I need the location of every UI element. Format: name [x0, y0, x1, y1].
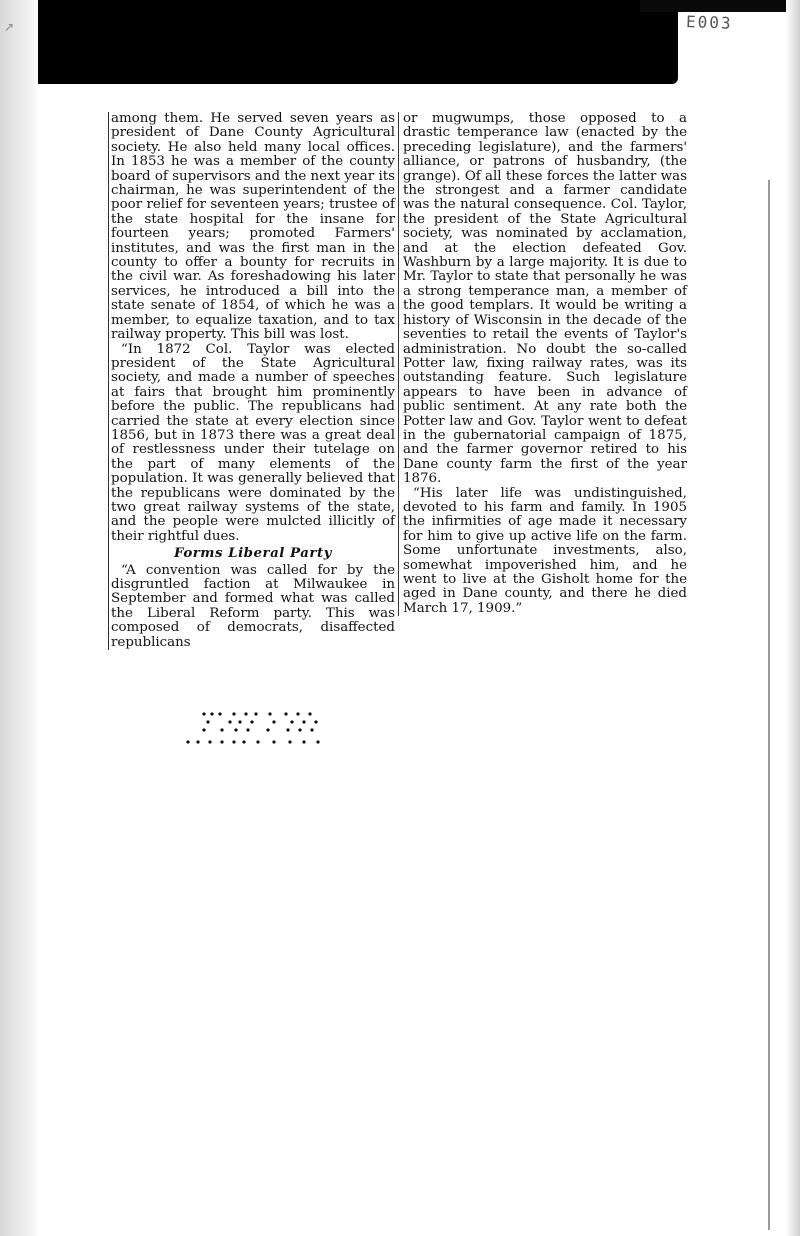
subheading-forms-liberal-party: Forms Liberal Party — [174, 545, 332, 562]
left-paragraph-3: “A convention was called for by the disgruntled faction at Milwaukee in September and formed what was called the Liberal Reform party. This was composed of democrats, disaffected republicans — [111, 562, 395, 650]
right-paragraph-2: “His later life was undistinguished, devoted to his farm and family. In 1905 the infirmities of age made it necessary for him to give up active life on the farm. Some unfortunate investments, also, somewhat impoverished him, and he went to live at the Gisholt home for the aged in Dane county, and there he died March 17, 1909.” — [403, 485, 687, 616]
scan-top-black-strip — [640, 0, 800, 12]
corner-handwritten-note: E003 — [685, 12, 733, 33]
right-paragraph-1: or mugwumps, those opposed to a drastic temperance law (enacted by the preceding legislature), and the farmers' alliance, or patrons of husbandry, (the grange). Of all these forces the latter was the strongest and a farmer candidate was the natural consequence. Col. Taylor, the president of the State Agricultural society, was nominated by acclamation, and at the election defeated Gov. Washburn by a large majority. It is due to Mr. Taylor to state that personally he was a strong temperance man, a member of the good templars. It would be writing a history of Wisconsin in the decade of the seventies to retail the events of Taylor's administration. No doubt the so-called Potter law, fixing railway rates, was its outstanding feature. Such legislature appears to have been in advance of public sentiment. At any rate both the Potter law and Gov. Taylor went to defeat in the gubernatorial campaign of 1875, and the farmer governor retired to his Dane county farm the first of the year 1876. — [403, 111, 687, 487]
scan-right-fold-line — [768, 180, 770, 1230]
scan-left-shadow — [0, 0, 40, 1236]
perforation-dots — [182, 708, 332, 752]
left-paragraph-2: “In 1872 Col. Taylor was elected president of the State Agricultural society, and made a number of speeches at fairs that brought him prominently before the public. The republicans had carried the state at every election since 1856, but in 1873 there was a great deal of restlessness under their tutelage on the part of many elements of the population. It was generally believed that the republicans were dominated by the two great railway systems of the state, and the people were mulcted illicitly of their rightful dues. — [111, 341, 395, 544]
left-paragraph-1: among them. He served seven years as president of Dane County Agricultural society. He also held many local offices. In 1853 he was a member of the county board of supervisors and the next year its chairman, he was superintendent of the poor relief for seventeen years; trustee of the state hospital for the insane for fourteen years; promoted Farmers' institutes, and was the first man in the county to offer a bounty for recruits in the civil war. As foreshadowing his later services, he introduced a bill into the state senate of 1854, of which he was a member, to equalize taxation, and to tax railway property. This bill was lost. — [111, 111, 395, 343]
left-margin-tick: ↗ — [4, 20, 15, 34]
article-left-column — [108, 112, 395, 650]
article-right-column — [398, 112, 687, 616]
scan-right-shadow — [786, 0, 800, 1236]
scan-top-black-band — [38, 0, 678, 84]
